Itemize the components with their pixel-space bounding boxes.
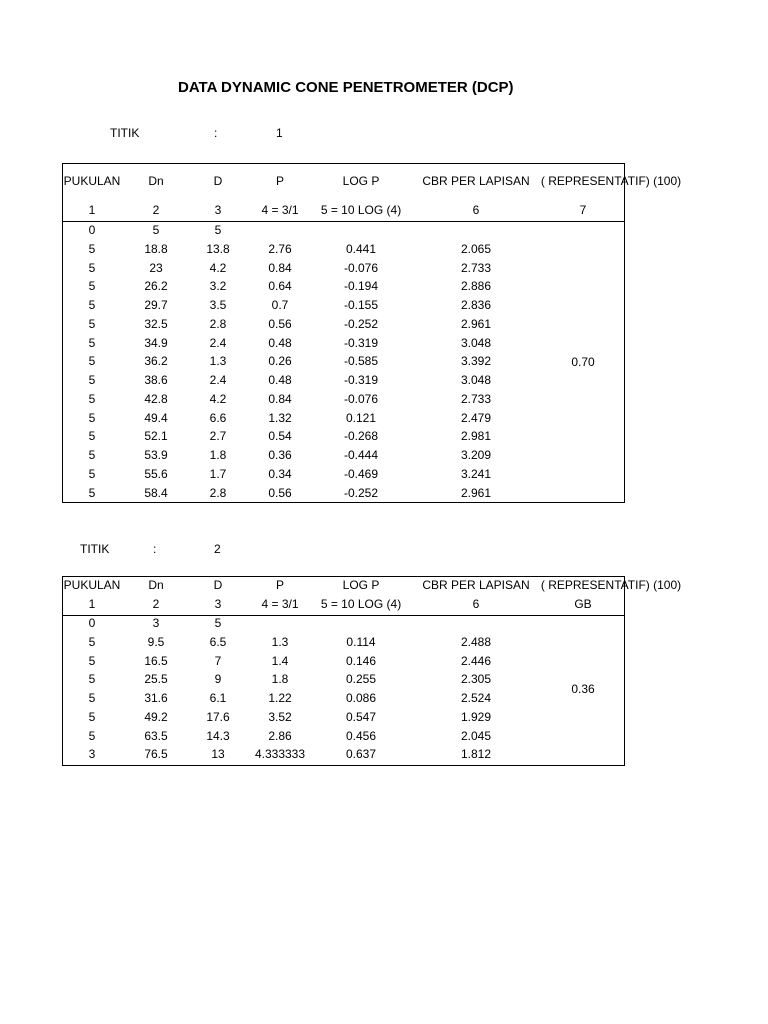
subheader-7: 7 — [579, 203, 587, 217]
subheader-1: 1 — [88, 597, 96, 611]
header-pukulan: PUKULAN — [63, 578, 121, 592]
cell-cbr: 2.065 — [460, 241, 492, 256]
cell-cbr: 2.961 — [460, 316, 492, 331]
cell-log-p: 0.086 — [345, 691, 377, 705]
cell-d: 2.4 — [209, 335, 227, 350]
cell-dn: 42.8 — [144, 391, 168, 406]
cell-p: 0.26 — [268, 354, 292, 369]
cell-d: 6.1 — [209, 691, 227, 705]
cell-d: 9 — [214, 672, 222, 687]
cell-p: 0.36 — [268, 448, 292, 462]
cell-pukulan: 5 — [88, 672, 96, 687]
cell-log-p: 0.121 — [345, 410, 377, 425]
cell-log-p: 0.441 — [345, 241, 377, 256]
table-row — [62, 745, 762, 764]
header-dn: Dn — [148, 578, 164, 592]
cell-dn: 53.9 — [144, 448, 168, 462]
cell-log-p: -0.469 — [343, 466, 379, 481]
table-row — [62, 727, 762, 746]
titik-value: 1 — [276, 126, 283, 140]
cell-pukulan: 5 — [88, 279, 96, 294]
cell-log-p: -0.319 — [343, 373, 379, 387]
cell-log-p: 0.637 — [345, 747, 377, 762]
table-row — [62, 390, 762, 409]
cell-dn: 18.8 — [144, 241, 168, 256]
cell-dn: 9.5 — [147, 634, 165, 649]
header-log-p: LOG P — [342, 578, 380, 592]
cell-cbr: 2.733 — [460, 391, 492, 406]
table-row — [62, 221, 762, 240]
cell-pukulan: 0 — [88, 223, 96, 237]
cell-p: 0.48 — [268, 373, 292, 387]
subheader-4: 4 = 3/1 — [261, 597, 299, 611]
titik-label: TITIK — [80, 542, 110, 556]
cell-d: 5 — [214, 223, 222, 237]
cell-pukulan: 5 — [88, 316, 96, 331]
cell-log-p: -0.076 — [343, 391, 379, 406]
cell-p: 2.76 — [268, 241, 292, 256]
cell-cbr: 2.524 — [460, 691, 492, 705]
table-row — [62, 352, 762, 371]
cell-p: 4.333333 — [254, 747, 306, 762]
cell-d: 2.4 — [209, 373, 227, 387]
cell-pukulan: 5 — [88, 241, 96, 256]
cell-p: 0.56 — [268, 485, 292, 500]
header-d: D — [213, 174, 223, 188]
table-row — [62, 652, 762, 671]
cell-pukulan: 5 — [88, 709, 96, 724]
cell-pukulan: 5 — [88, 634, 96, 649]
table-row — [62, 670, 762, 689]
cell-pukulan: 5 — [88, 448, 96, 462]
table-row — [62, 708, 762, 727]
table-subheader-row — [62, 201, 762, 220]
table-row — [62, 484, 762, 503]
header-cbr: CBR PER LAPISAN — [422, 578, 530, 592]
cell-dn: 34.9 — [144, 335, 168, 350]
cell-dn: 63.5 — [144, 728, 168, 743]
cell-cbr: 2.961 — [460, 485, 492, 500]
representative-value: 0.70 — [571, 355, 595, 369]
cell-log-p: -0.076 — [343, 260, 379, 275]
cell-dn: 25.5 — [144, 672, 168, 687]
subheader-7: GB — [574, 597, 592, 611]
cell-pukulan: 3 — [88, 747, 96, 762]
cell-d: 2.8 — [209, 485, 227, 500]
header-representatif: ( REPRESENTATIF) (100) — [540, 174, 682, 188]
cell-pukulan: 5 — [88, 653, 96, 668]
table-row — [62, 689, 762, 708]
cell-d: 4.2 — [209, 391, 227, 406]
subheader-2: 2 — [152, 203, 160, 217]
table-row — [62, 315, 762, 334]
header-p: P — [275, 174, 285, 188]
cell-dn: 26.2 — [144, 279, 168, 294]
cell-log-p: 0.547 — [345, 709, 377, 724]
cell-pukulan: 5 — [88, 410, 96, 425]
cell-d: 1.3 — [209, 354, 227, 369]
cell-log-p: -0.585 — [343, 354, 379, 369]
header-p: P — [275, 578, 285, 592]
subheader-2: 2 — [152, 597, 160, 611]
cell-d: 17.6 — [206, 709, 230, 724]
cell-pukulan: 5 — [88, 298, 96, 312]
header-log-p: LOG P — [342, 174, 380, 188]
cell-dn: 76.5 — [144, 747, 168, 762]
cell-log-p: -0.268 — [343, 429, 379, 444]
table-row — [62, 371, 762, 390]
cell-d: 2.8 — [209, 316, 227, 331]
cell-dn: 31.6 — [144, 691, 168, 705]
table-row — [62, 446, 762, 465]
cell-p: 1.8 — [271, 672, 289, 687]
cell-dn: 5 — [152, 223, 160, 237]
cell-pukulan: 0 — [88, 616, 96, 630]
cell-cbr: 2.886 — [460, 279, 492, 294]
titik-value: 2 — [214, 542, 221, 556]
cell-p: 1.4 — [271, 653, 289, 668]
cell-d: 4.2 — [209, 260, 227, 275]
cell-log-p: -0.444 — [343, 448, 379, 462]
cell-dn: 49.2 — [144, 709, 168, 724]
cell-log-p: -0.252 — [343, 316, 379, 331]
table-row — [62, 614, 762, 633]
header-d: D — [213, 578, 223, 592]
cell-d: 7 — [214, 653, 222, 668]
cell-dn: 58.4 — [144, 485, 168, 500]
cell-pukulan: 5 — [88, 260, 96, 275]
cell-pukulan: 5 — [88, 335, 96, 350]
table-row — [62, 296, 762, 315]
cell-p: 0.7 — [271, 298, 289, 312]
table-row — [62, 277, 762, 296]
cell-p: 0.64 — [268, 279, 292, 294]
header-pukulan: PUKULAN — [63, 174, 121, 188]
cell-cbr: 2.981 — [460, 429, 492, 444]
representative-value: 0.36 — [571, 682, 595, 696]
cell-log-p: 0.146 — [345, 653, 377, 668]
cell-pukulan: 5 — [88, 485, 96, 500]
subheader-1: 1 — [88, 203, 96, 217]
table-subheader-row — [62, 595, 762, 614]
cell-d: 6.5 — [209, 634, 227, 649]
cell-pukulan: 5 — [88, 354, 96, 369]
cell-dn: 49.4 — [144, 410, 168, 425]
cell-p: 0.56 — [268, 316, 292, 331]
cell-dn: 52.1 — [144, 429, 168, 444]
table-row — [62, 334, 762, 353]
cell-dn: 16.5 — [144, 653, 168, 668]
cell-pukulan: 5 — [88, 429, 96, 444]
cell-pukulan: 5 — [88, 728, 96, 743]
cell-d: 13.8 — [206, 241, 230, 256]
cell-dn: 23 — [149, 260, 163, 275]
cell-cbr: 2.488 — [460, 634, 492, 649]
cell-pukulan: 5 — [88, 373, 96, 387]
header-representatif: ( REPRESENTATIF) (100) — [540, 578, 682, 592]
cell-cbr: 3.048 — [460, 373, 492, 387]
cell-pukulan: 5 — [88, 466, 96, 481]
cell-p: 1.3 — [271, 634, 289, 649]
cell-cbr: 3.392 — [460, 354, 492, 369]
subheader-6: 6 — [472, 597, 480, 611]
cell-cbr: 2.733 — [460, 260, 492, 275]
cell-cbr: 3.209 — [460, 448, 492, 462]
cell-dn: 55.6 — [144, 466, 168, 481]
cell-d: 14.3 — [206, 728, 230, 743]
page-title: DATA DYNAMIC CONE PENETROMETER (DCP) — [178, 79, 514, 96]
cell-p: 3.52 — [268, 709, 292, 724]
table-row — [62, 465, 762, 484]
subheader-6: 6 — [472, 203, 480, 217]
table-header-row — [62, 576, 762, 595]
cell-p: 1.22 — [268, 691, 292, 705]
cell-d: 3.5 — [209, 298, 227, 312]
cell-cbr: 2.305 — [460, 672, 492, 687]
table-header-row — [62, 172, 762, 191]
subheader-5: 5 = 10 LOG (4) — [320, 203, 402, 217]
cell-d: 5 — [214, 616, 222, 630]
cell-d: 13 — [211, 747, 225, 762]
cell-dn: 38.6 — [144, 373, 168, 387]
cell-p: 1.32 — [268, 410, 292, 425]
cell-cbr: 1.929 — [460, 709, 492, 724]
cell-log-p: -0.319 — [343, 335, 379, 350]
cell-p: 0.54 — [268, 429, 292, 444]
cell-log-p: 0.255 — [345, 672, 377, 687]
titik-separator: : — [153, 542, 157, 556]
subheader-3: 3 — [214, 597, 222, 611]
cell-p: 0.84 — [268, 391, 292, 406]
header-cbr: CBR PER LAPISAN — [422, 174, 530, 188]
cell-log-p: -0.194 — [343, 279, 379, 294]
cell-d: 6.6 — [209, 410, 227, 425]
cell-cbr: 2.479 — [460, 410, 492, 425]
cell-d: 1.7 — [209, 466, 227, 481]
cell-p: 0.84 — [268, 260, 292, 275]
cell-log-p: 0.114 — [346, 634, 376, 649]
cell-dn: 36.2 — [144, 354, 168, 369]
cell-log-p: 0.456 — [345, 728, 377, 743]
cell-log-p: -0.252 — [343, 485, 379, 500]
subheader-4: 4 = 3/1 — [261, 203, 299, 217]
cell-p: 0.34 — [268, 466, 292, 481]
cell-p: 0.48 — [268, 335, 292, 350]
cell-dn: 29.7 — [144, 298, 168, 312]
table-row — [62, 259, 762, 278]
cell-cbr: 2.836 — [460, 298, 492, 312]
cell-dn: 3 — [152, 616, 160, 630]
cell-d: 3.2 — [209, 279, 227, 294]
cell-pukulan: 5 — [88, 391, 96, 406]
titik-label: TITIK — [110, 126, 140, 140]
cell-cbr: 2.446 — [460, 653, 492, 668]
cell-p: 2.86 — [268, 728, 292, 743]
table-row — [62, 633, 762, 652]
table-row — [62, 409, 762, 428]
cell-cbr: 1.812 — [460, 747, 492, 762]
header-dn: Dn — [148, 174, 164, 188]
cell-cbr: 2.045 — [460, 728, 492, 743]
cell-cbr: 3.048 — [460, 335, 492, 350]
subheader-3: 3 — [214, 203, 222, 217]
table-row — [62, 240, 762, 259]
titik-separator: : — [214, 126, 218, 140]
cell-cbr: 3.241 — [460, 466, 492, 481]
table-row — [62, 427, 762, 446]
cell-dn: 32.5 — [144, 316, 168, 331]
cell-pukulan: 5 — [88, 691, 96, 705]
cell-d: 1.8 — [209, 448, 227, 462]
subheader-5: 5 = 10 LOG (4) — [320, 597, 402, 611]
cell-log-p: -0.155 — [343, 298, 379, 312]
cell-d: 2.7 — [209, 429, 227, 444]
